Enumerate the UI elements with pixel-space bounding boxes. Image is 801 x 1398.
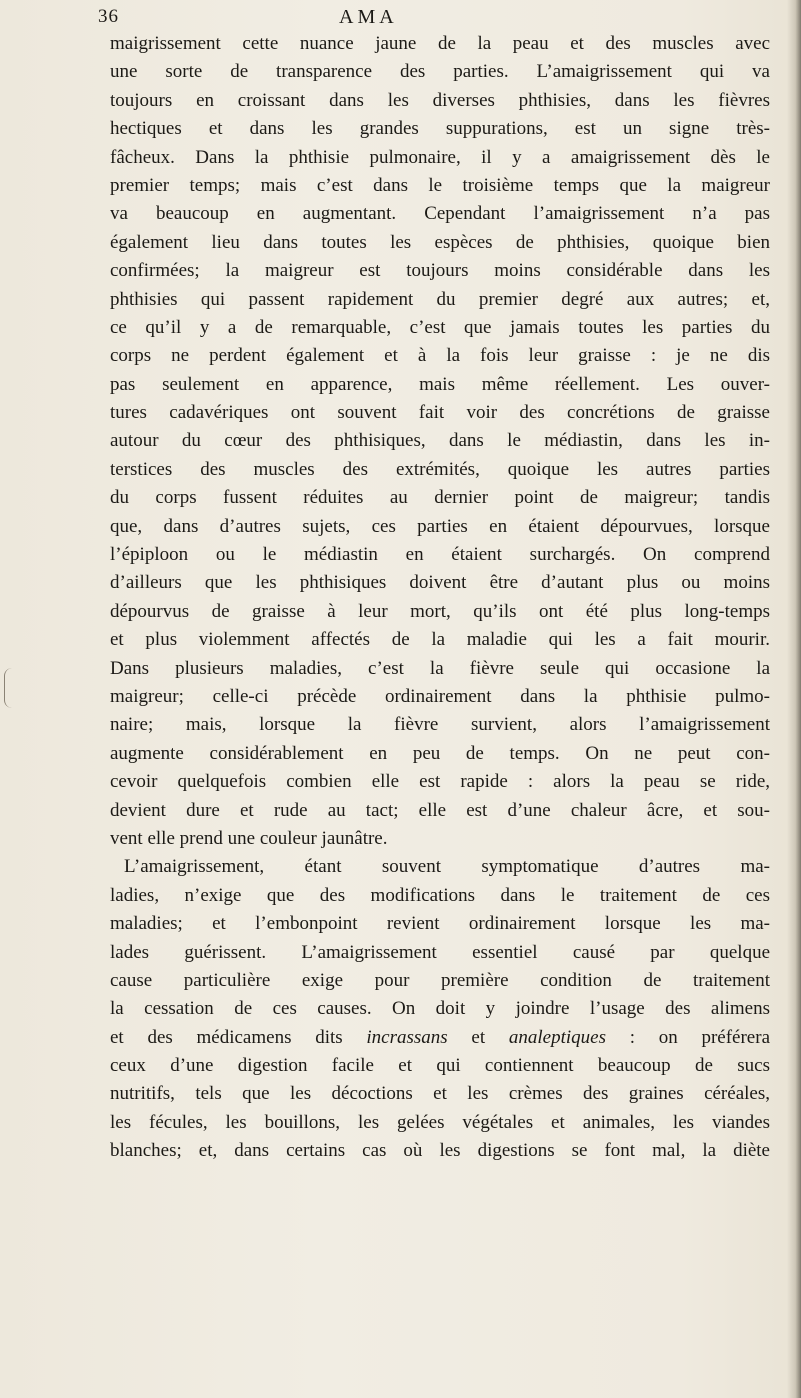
text-line: hectiques et dans les grandes suppurations, est un signe très- [110, 118, 770, 140]
text-line: une sorte de transparence des parties. L’amaigrissement qui va [110, 61, 770, 83]
text-line: augmente considérablement en peu de temps. On ne peut con- [110, 742, 770, 764]
text-line: lades guérissent. L’amaigrissement essentiel causé par quelque [110, 941, 770, 963]
text-line: devient dure et rude au tact; elle est d’une chaleur âcre, et sou- [110, 799, 770, 821]
page-edge-shadow [787, 0, 801, 1398]
text-line: maigreur; celle-ci précède ordinairement dans la phthisie pulmo- [110, 685, 770, 707]
text-line: cause particulière exige pour première condition de traitement [110, 969, 770, 991]
text-line: d’ailleurs que les phthisiques doivent être d’autant plus ou moins [110, 572, 770, 594]
text-line: pas seulement en apparence, mais même réellement. Les ouver- [110, 373, 770, 395]
text-line: vent elle prend une couleur jaunâtre. [110, 827, 388, 849]
text-line: les fécules, les bouillons, les gelées végétales et animales, les viandes [110, 1111, 770, 1133]
binding-mark [4, 668, 13, 708]
text-line: maigrissement cette nuance jaune de la peau et des muscles avec [110, 33, 770, 54]
text-line: confirmées; la maigreur est toujours moins considérable dans les [110, 260, 770, 282]
text-line: l’épiploon ou le médiastin en étaient surchargés. On comprend [110, 544, 770, 566]
text-line: L’amaigrissement, étant souvent symptomatique d’autres ma- [124, 856, 770, 878]
text-line: premier temps; mais c’est dans le troisième temps que la maigreur [110, 174, 770, 196]
text-line: cevoir quelquefois combien elle est rapide : alors la peau se ride, [110, 771, 770, 793]
text-line: maladies; et l’embonpoint revient ordinairement lorsque les ma- [110, 913, 770, 935]
text-line: toujours en croissant dans les diverses phthisies, dans les fièvres [110, 89, 770, 111]
text-line: autour du cœur des phthisiques, dans le médiastin, dans les in- [110, 430, 770, 452]
text-line: fâcheux. Dans la phthisie pulmonaire, il y a amaigrissement dès le [110, 146, 770, 168]
text-line: et plus violemment affectés de la maladie qui les a fait mourir. [110, 629, 770, 651]
text-line: dépourvus de graisse à leur mort, qu’ils ont été plus long-temps [110, 600, 770, 622]
text-line: blanches; et, dans certains cas où les digestions se font mal, la diète [110, 1140, 770, 1162]
text-line: Dans plusieurs maladies, c’est la fièvre seule qui occasione la [110, 657, 770, 679]
text-line: et des médicamens dits incrassans et analeptiques : on préférera [110, 1026, 770, 1048]
text-line: également lieu dans toutes les espèces de phthisies, quoique bien [110, 231, 770, 253]
running-head: AMA [339, 6, 398, 28]
text-line: du corps fussent réduites au dernier point de maigreur; tandis [110, 487, 770, 509]
text-line: phthisies qui passent rapidement du premier degré aux autres; et, [110, 288, 770, 310]
text-line: terstices des muscles des extrémités, quoique les autres parties [110, 458, 770, 480]
text-line: va beaucoup en augmentant. Cependant l’amaigrissement n’a pas [110, 203, 770, 225]
body-text [110, 30, 770, 1166]
text-line: corps ne perdent également et à la fois leur graisse : je ne dis [110, 345, 770, 367]
text-line: nutritifs, tels que les décoctions et les crèmes des graines céréales, [110, 1083, 770, 1105]
text-line: ladies, n’exige que des modifications dans le traitement de ces [110, 884, 770, 906]
text-line: ce qu’il y a de remarquable, c’est que jamais toutes les parties du [110, 316, 770, 338]
text-line: que, dans d’autres sujets, ces parties en étaient dépourvues, lorsque [110, 515, 770, 537]
text-line: ceux d’une digestion facile et qui contiennent beaucoup de sucs [110, 1055, 770, 1077]
text-line: la cessation de ces causes. On doit y joindre l’usage des alimens [110, 998, 770, 1020]
page-number: 36 [98, 6, 119, 27]
text-line: tures cadavériques ont souvent fait voir des concrétions de graisse [110, 402, 770, 424]
text-line: naire; mais, lorsque la fièvre survient, alors l’amaigrissement [110, 714, 770, 736]
